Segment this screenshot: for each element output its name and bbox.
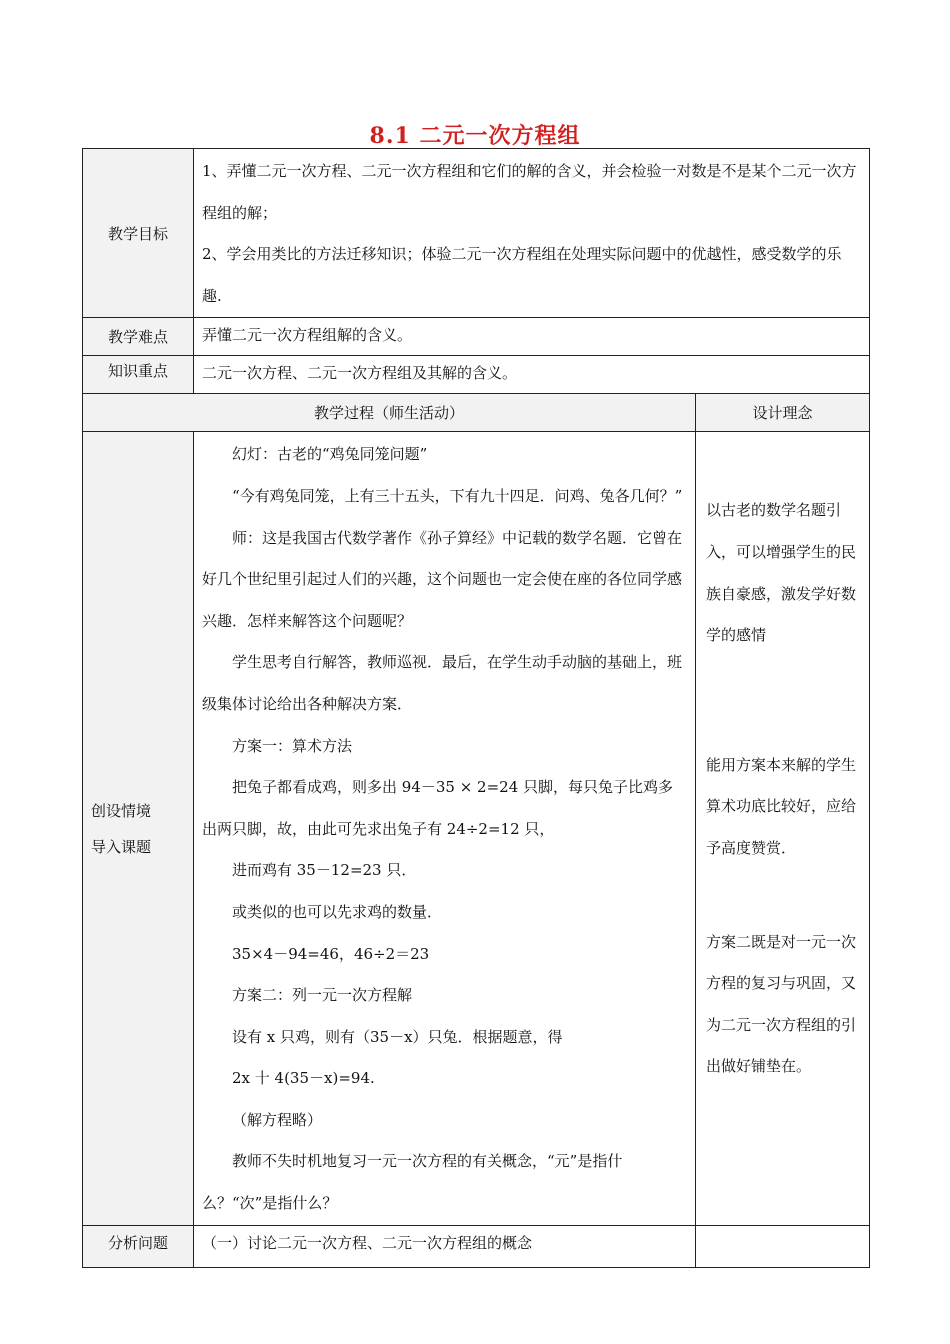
intro-line: 设有 x 只鸡，则有（35－x）只兔．根据题意，得 [232,1027,563,1046]
intro-content [194,432,696,1225]
intro-line: 35×4－94=46，46÷2＝23 [232,944,430,963]
analysis-row [83,1225,870,1267]
analysis-note [696,1225,870,1267]
process-header: 教学过程（师生活动） [83,394,696,432]
key-label: 知识重点 [83,356,194,394]
design-note-3: 方案二既是对一元一次方程的复习与巩固，又为二元一次方程组的引出做好铺垫在。 [706,932,857,1076]
concept-header: 设计理念 [696,394,870,432]
goal-row [83,149,870,318]
intro-label-line-1: 创设情境 [91,801,152,820]
design-note-2: 能用方案本来解的学生算术功底比较好，应给予高度赞赏． [706,755,857,857]
key-content: 二元一次方程、二元一次方程组及其解的含义。 [194,356,870,394]
goal-line-2: 2、学会用类比的方法迁移知识；体验二元一次方程组在处理实际问题中的优越性，感受数学的乐趣. [202,245,842,305]
intro-label [83,432,194,1225]
intro-line: “今有鸡兔同笼，上有三十五头，下有九十四足．问鸡、兔各几何？” [232,486,683,505]
design-note-1: 以古老的数学名题引入，可以增强学生的民族自豪感，激发学好数学的感情 [706,501,857,645]
analysis-content: （一）讨论二元一次方程、二元一次方程组的概念 [194,1225,696,1267]
key-row [83,356,870,394]
intro-line: 2x 十 4(35－x)=94. [232,1069,375,1088]
goal-label: 教学目标 [83,149,194,318]
intro-line: 方案二：列一元一次方程解 [232,986,413,1005]
analysis-label: 分析问题 [83,1225,194,1267]
goal-line-1: 1、弄懂二元一次方程、二元一次方程组和它们的解的含义，并会检验一对数是不是某个二元一次方程组的解； [202,162,857,222]
intro-line: 方案一：算术方法 [232,736,353,755]
goal-content [194,149,870,318]
page-title: 8.1 二元一次方程组 [369,123,581,149]
intro-line: 幻灯：古老的“鸡兔同笼问题” [232,445,428,464]
difficulty-row [83,318,870,356]
intro-line: 把兔子都看成鸡，则多出 94－35 × 2=24 只脚，每只兔子比鸡多出两只脚，故，由此可先求出兔子有 24÷2=12 只， [202,778,674,838]
lesson-plan-table [82,148,870,1268]
intro-line: 或类似的也可以先求鸡的数量． [232,902,443,921]
intro-line: 学生思考自行解答，教师巡视．最后，在学生动手动脑的基础上，班级集体讨论给出各种解决方案． [202,653,683,713]
difficulty-content: 弄懂二元一次方程组解的含义。 [194,318,870,356]
intro-label-line-2: 导入课题 [91,837,152,856]
intro-line: 进而鸡有 35－12=23 只． [232,861,417,880]
intro-line: 师：这是我国古代数学著作《孙子算经》中记载的数学名题．它曾在好几个世纪里引起过人们的兴趣，这个问题也一定会使在座的各位同学感兴趣．怎样来解答这个问题呢？ [202,528,683,630]
intro-row [83,432,870,1225]
process-header-row [83,394,870,432]
intro-line: 教师不失时机地复习一元一次方程的有关概念，“元”是指什么？“次”是指什么？ [202,1152,623,1213]
difficulty-label: 教学难点 [83,318,194,356]
intro-notes [696,432,870,1225]
intro-line: （解方程略） [232,1110,323,1129]
